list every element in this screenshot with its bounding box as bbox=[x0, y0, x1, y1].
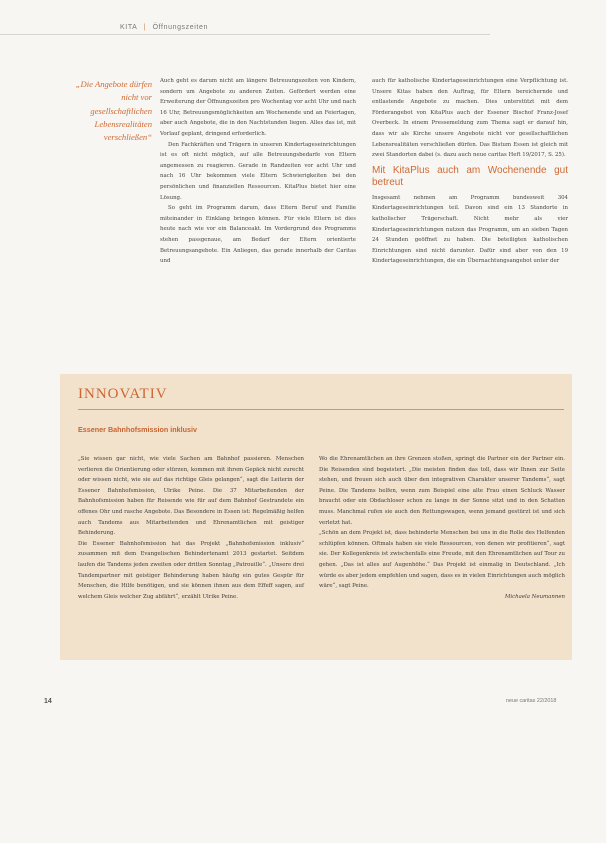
header-separator: | bbox=[143, 24, 147, 31]
subheading: Mit KitaPlus auch am Wochenende gut betreut bbox=[372, 164, 568, 188]
paragraph: Die Essener Bahnhofsmission hat das Projekt „Bahnhofsmission inklusiv“ zusammen mit dem Evangelischen Behindertenamt 2013 gestartet. Seitdem laufen die Tandems jeden zweiten oder dritten Sonntag „Patrouille“. „Unsere drei Tandempartner mit geistiger Behinderung haben häufig ein gutes Gespür für Menschen, die Hilfe benötigen, und sie können ihnen aus dem Effeff sagen, auf welchem Gleis welcher Zug abfährt“, erzählt Ulrike Peine. bbox=[78, 540, 304, 600]
article-column-1 bbox=[160, 76, 356, 267]
box-rule bbox=[78, 409, 564, 410]
info-box bbox=[60, 374, 572, 660]
paragraph: Insgesamt nehmen am Programm bundesweit 304 Kindertageseinrichtungen teil. Davon sind ein 13 Standorte in katholischer Trägerschaft. Nicht mehr als vier Kindertageseinrichtungen nutzen das Programm, um an sieben Tagen 24 Stunden geöffnet zu haben. Die beteiligten katholischen Einrichtungen sind nicht darunter. Dafür sind aber von den 19 Kindertageseinrichtungen, die ein Übernachtungsangebot unter der bbox=[372, 194, 568, 265]
pull-quote: „Die Angebote dürfen nicht vor gesellschaftlichen Lebensrealitäten verschließen“ bbox=[75, 79, 152, 143]
page-header bbox=[120, 24, 208, 31]
paragraph: Auch geht es darum nicht am längere Betreuungszeiten von Kindern, sondern um Angebote zu anderen Zeiten. Gefördert werden eine Erweiterung der Öffnungszeiten pro Wochentag vor acht Uhr und nach 16 Uhr, Betreuungsmöglichkeiten am Wochenende und an Feiertagen, aber auch Angebote, die in den Nachtstunden liegen. Alles das ist, mit Vorlauf geplant, dringend erforderlich. bbox=[160, 78, 356, 137]
paragraph: Wo die Ehrenamtlichen an ihre Grenzen stoßen, springt die Partner ein der Partner ein. Die Reisenden sind begeistert. „Die meisten finden das toll, dass wir Ihnen zur Seite stehen, und freuen sich auch über den integrativen Charakter unserer Tandems“, sagt Peine. Die Tandems helfen, wenn zum Beispiel eine alte Frau einen Schluck Wasser braucht oder ein Obdachloser schon zu lange in der Sonne sitzt und in den Schatten muss. Manchmal rufen sie auch den Rettungswagen, wenn jemand gestürzt ist und sich verletzt hat. bbox=[319, 456, 565, 526]
box-column-1 bbox=[78, 454, 304, 602]
publication-name: neue caritas 22/2018 bbox=[506, 698, 557, 704]
box-subtitle: Essener Bahnhofsmission inklusiv bbox=[78, 425, 198, 434]
paragraph: „Sie wissen gar nicht, wie viele Sachen am Bahnhof passieren. Menschen verlieren die Orientierung oder stürzen, kommen mit ihrem Gepäck nicht zurecht oder wissen nicht, wie sie auf das richtige Gleis gelangen“, sagt die Leiterin der Essener Bahnhofsmission, Ulrike Peine. Die 37 Mitarbeitenden der Bahnhofsmission haben für Reisende wie für auf dem Bahnhof Gestrandete ein offenes Ohr und rasche Angebote. Das Besondere in Essen ist: Regelmäßig helfen auch Tandems aus Mitarbeitenden und Ehrenamtlichen mit geistiger Behinderung. bbox=[78, 456, 304, 537]
header-rule bbox=[0, 34, 490, 35]
paragraph: „Schön an dem Projekt ist, dass behinderte Menschen bei uns in die Rolle des Helfenden schlüpfen können. Oftmals haben sie viele Ressourcen, von denen wir profitieren“, sagt sie. Der Kollegenkreis ist zwischenfalls eine Freude, mit den Ehrenamtlichen auf Tour zu gehen. „Das ist alles auf Augenhöhe.“ Das Projekt ist einmalig in Deutschland. „Ich würde es aber jedem empfehlen und sagen, dass es in vielen Einrichtungen auch möglich wäre“, sagt Peine. bbox=[319, 530, 565, 590]
paragraph: Den Fachkräften und Trägern in unseren Kindertageseinrichtungen ist es oft nicht möglich, auf alle Betreuungsbedarfe von Eltern angemessen zu reagieren. Gerade in Randzeiten vor acht Uhr und nach 16 Uhr bekommen viele Eltern Schwierigkeiten bei den persönlichen und finanziellen Ressourcen. KitaPlus bietet hier eine Lösung. bbox=[160, 141, 356, 201]
page-number: 14 bbox=[44, 698, 52, 705]
box-column-2 bbox=[319, 454, 565, 602]
section-sublabel: Öffnungszeiten bbox=[152, 24, 208, 31]
paragraph: So geht im Programm darum, dass Eltern Beruf und Familie miteinander in Einklang bringen können. Für viele Eltern ist dies heute nach wie vor ein Balanceakt. Im Vordergrund des Programms stehen passgenaue, am Bedarf der Eltern orientierte Betreuungsangebote. Ein Anliegen, das gerade innerhalb der Caritas und bbox=[160, 205, 356, 265]
article-column-2 bbox=[372, 76, 568, 267]
box-title: INNOVATIV bbox=[78, 386, 168, 402]
section-label: KITA bbox=[120, 24, 138, 31]
author: Michaela Neumannen bbox=[504, 593, 565, 600]
paragraph: auch für katholische Kindertageseinrichtungen eine Verpflichtung ist. Unsere Kitas haben den Auftrag, für Eltern bereichernde und entlastende Angebote zu machen. Dies unterstützt mit dem Förderangebot von KitaPlus auch der Essener Bischof Franz-Josef Overbeck. In einem Pressemeldung zum Thema sagt er darauf hin, dass wir als Kirche unsere Angebote nicht vor gesellschaftlichen Lebensrealitäten verschließen dürfen. Das Bistum Essen ist gleich mit zwei Standorten dabei (s. dazu auch neue caritas Heft 19/2017, S. 25). bbox=[372, 78, 568, 159]
